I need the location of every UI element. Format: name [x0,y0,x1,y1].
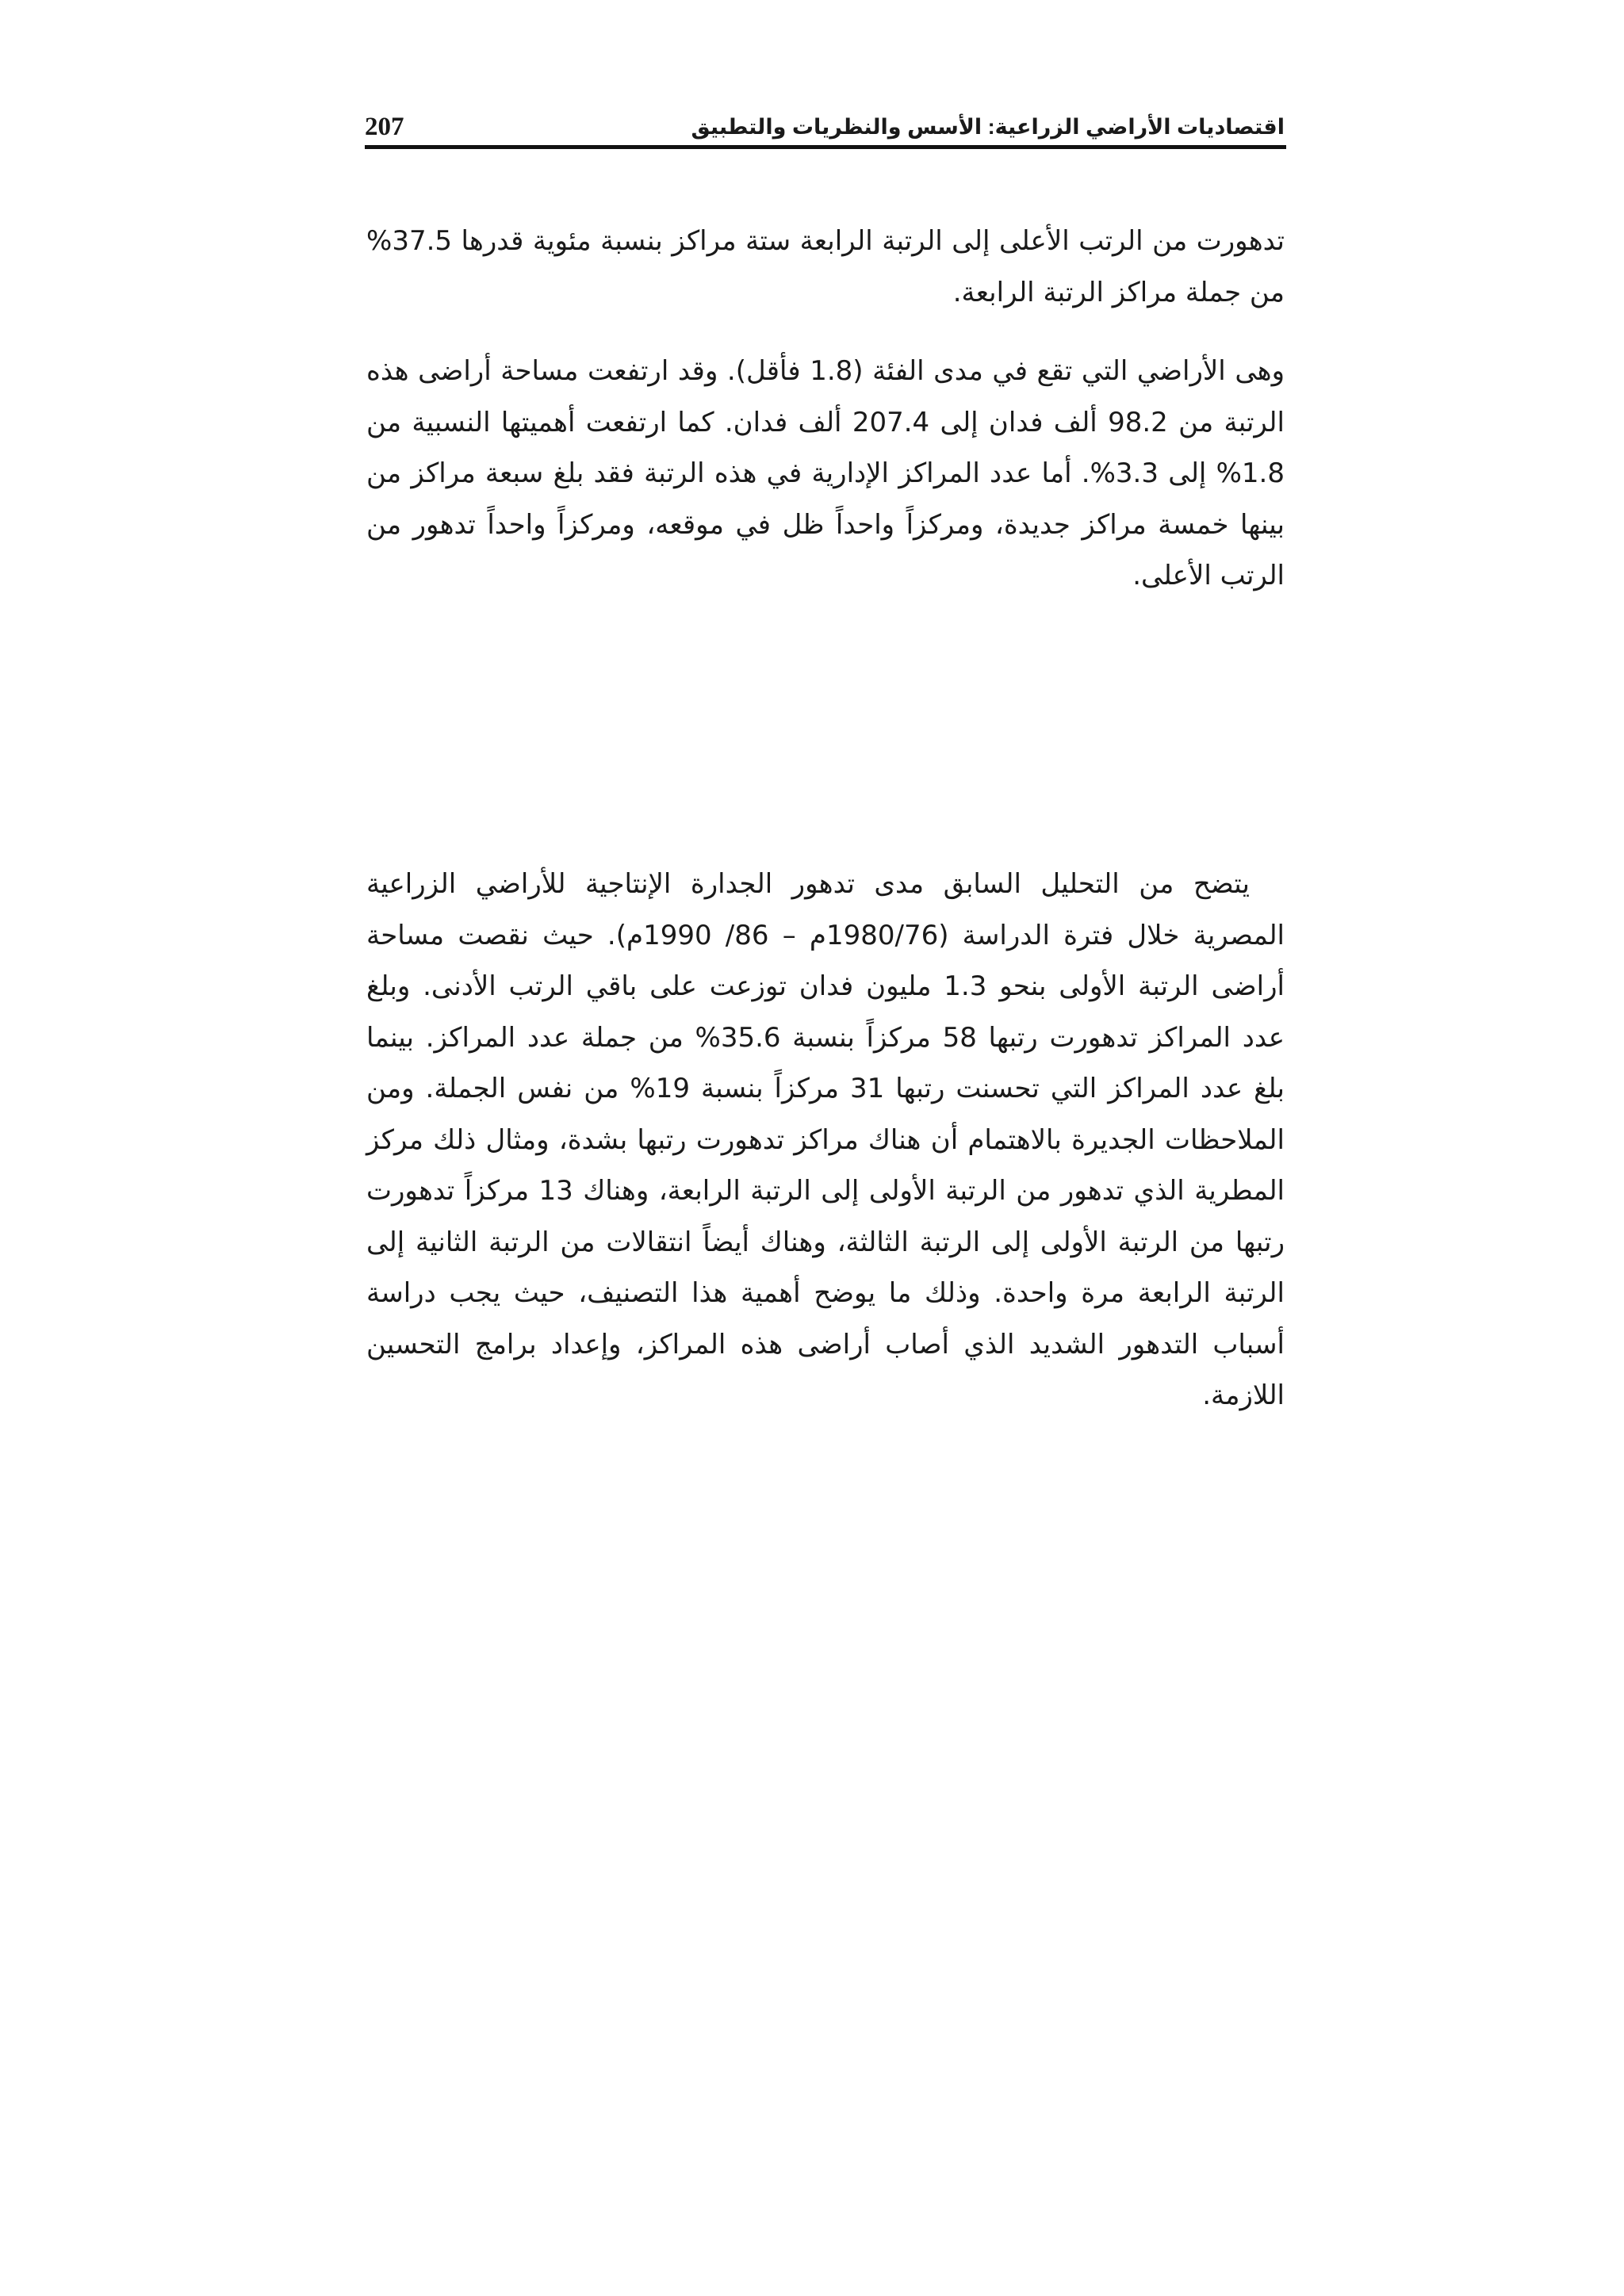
header-divider [365,145,1286,149]
paragraph-2: وهى الأراضي التي تقع في مدى الفئة (1.8 فأقل). وقد ارتفعت مساحة أراضى هذه الرتبة من 98.2 ألف فدان إلى 207.4 ألف فدان. كما ارتفعت أهميتها النسبية من 1.8% إلى 3.3%. أما عدد المراكز الإدارية في هذه الرتبة فقد بلغ سبعة مراكز من بينها خمسة مراكز جديدة، ومركزاً واحداً ظل في موقعه، ومركزاً واحداً تدهور من الرتب الأعلى. [366,355,1285,591]
page-number: 207 [365,112,404,141]
paragraph-3: يتضح من التحليل السابق مدى تدهور الجدارة الإنتاجية للأراضي الزراعية المصرية خلال فترة الدراسة (1980/76م – 86/ 1990م). حيث نقصت مساحة أراضى الرتبة الأولى بنحو 1.3 مليون فدان توزعت على باقي الرتب الأدنى. وبلغ عدد المراكز تدهورت رتبها 58 مركزاً بنسبة 35.6% من جملة عدد المراكز. بينما بلغ عدد المراكز التي تحسنت رتبها 31 مركزاً بنسبة 19% من نفس الجملة. ومن الملاحظات الجديرة بالاهتمام أن هناك مراكز تدهورت رتبها بشدة، ومثال ذلك مركز المطرية الذي تدهور من الرتبة الأولى إلى الرتبة الرابعة، وهناك 13 مركزاً تدهورت رتبها من الرتبة الأولى إلى الرتبة الثالثة، وهناك أيضاً انتقالات من الرتبة الثانية إلى الرتبة الرابعة مرة واحدة. وذلك ما يوضح أهمية هذا التصنيف، حيث يجب دراسة أسباب التدهور الشديد الذي أصاب أراضى هذه المراكز، وإعداد برامج التحسين اللازمة. [366,868,1285,1411]
book-title: اقتصاديات الأراضي الزراعية: الأسس والنظريات والتطبيق [691,114,1285,139]
paragraph-1: تدهورت من الرتب الأعلى إلى الرتبة الرابعة ستة مراكز بنسبة مئوية قدرها 37.5% من جملة مراكز الرتبة الرابعة. [366,225,1285,308]
running-header [365,103,1285,151]
